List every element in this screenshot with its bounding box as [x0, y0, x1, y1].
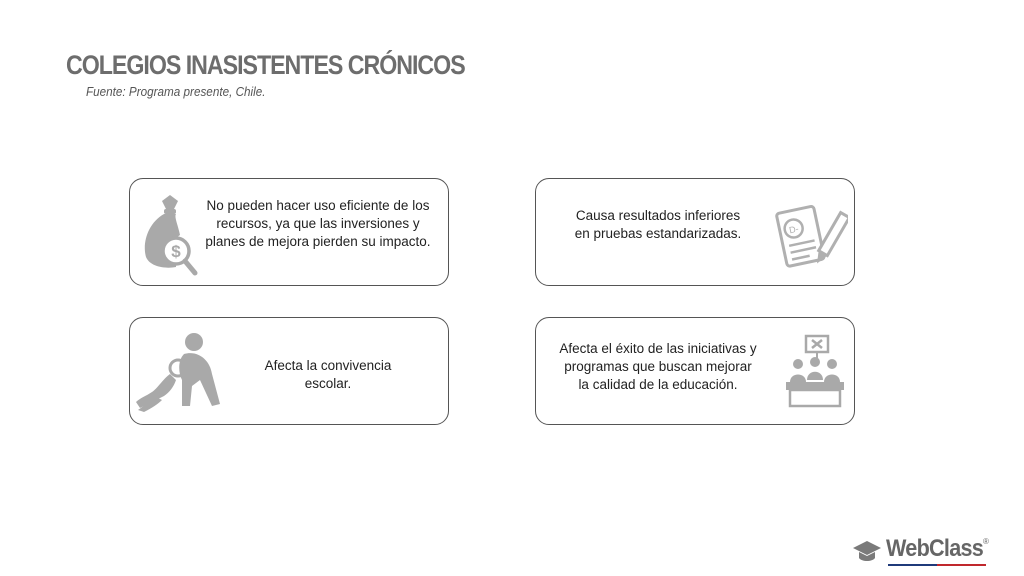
- svg-text:$: $: [171, 242, 181, 261]
- card-coexistence: [129, 317, 449, 425]
- classroom-icon: [784, 332, 846, 410]
- logo-underline: [888, 564, 986, 566]
- webclass-logo: [852, 535, 992, 567]
- bullying-icon: [134, 330, 224, 414]
- logo-text: WebClass: [886, 535, 984, 562]
- money-bag-magnifier-icon: [140, 193, 198, 277]
- card-text: Afecta el éxito de las iniciativas y programas que buscan mejorar la calidad de la educación.: [559, 341, 757, 392]
- page-subtitle: Fuente: Programa presente, Chile.: [86, 84, 266, 99]
- card-text: Causa resultados inferiores en pruebas estandarizadas.: [574, 208, 742, 241]
- card-text: Afecta la convivencia escolar.: [264, 358, 392, 391]
- logo-registered-mark: ®: [983, 537, 989, 546]
- page-title: COLEGIOS INASISTENTES CRÓNICOS: [66, 50, 465, 80]
- card-test-results: [535, 178, 855, 286]
- card-initiatives: [535, 317, 855, 425]
- card-text: No pueden hacer uso eficiente de los recursos, ya que las inversiones y planes de mejora pierden su impacto.: [205, 198, 431, 249]
- graduation-cap-icon: [852, 539, 882, 563]
- test-paper-pencil-icon: [772, 201, 848, 275]
- svg-text:D-: D-: [788, 223, 800, 236]
- card-resources: [129, 178, 449, 286]
